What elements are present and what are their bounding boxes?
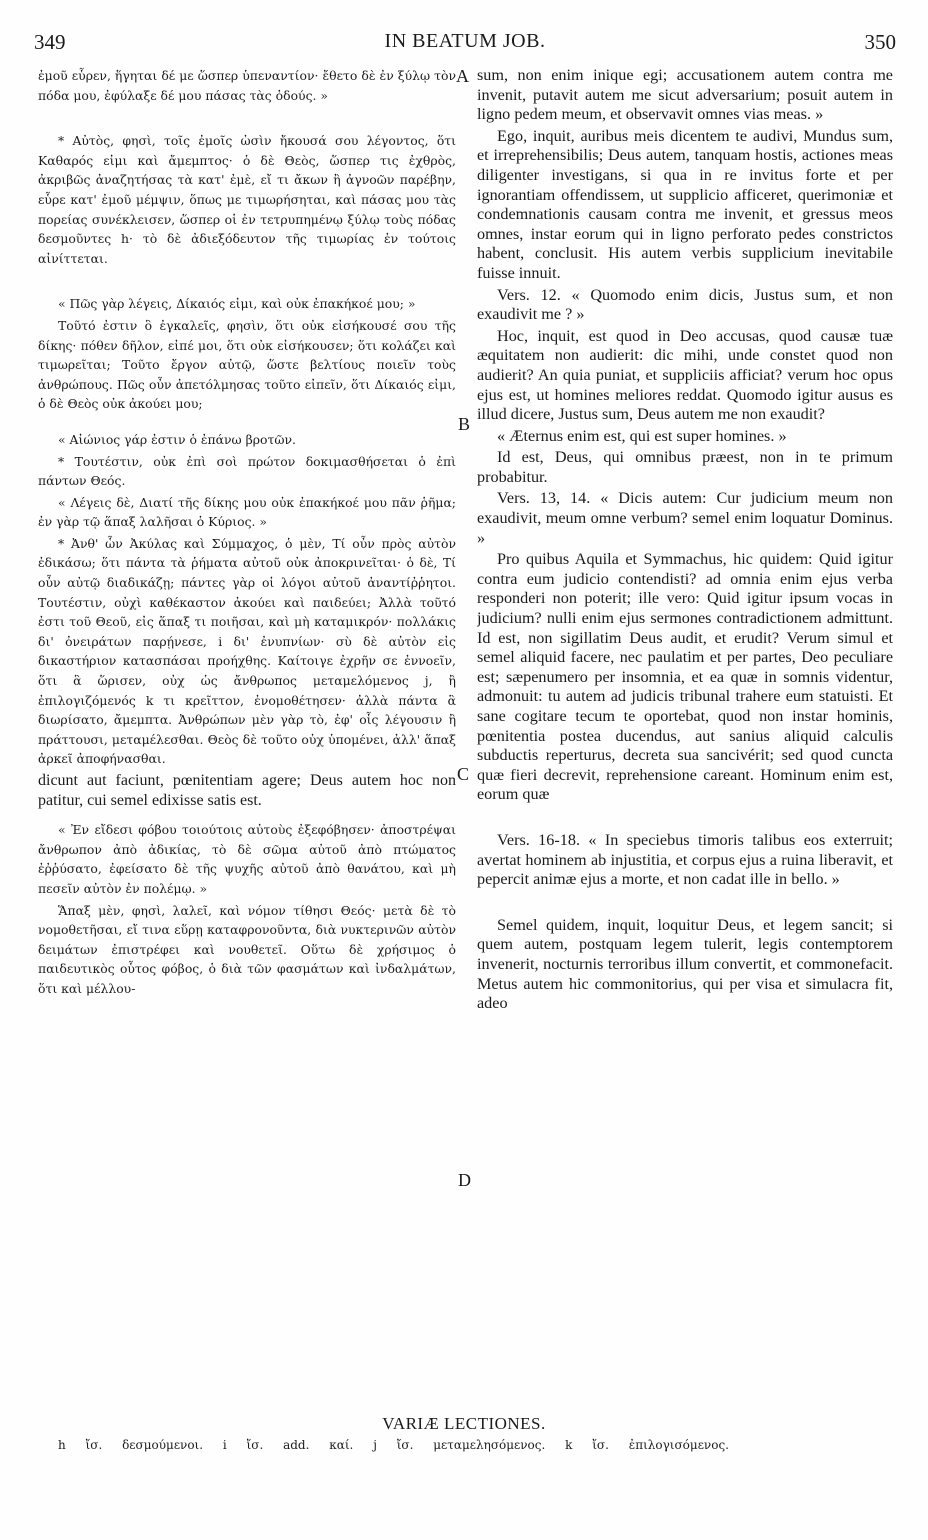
greek-paragraph: Τοῦτό ἐστιν ὃ ἐγκαλεῖς, φησὶν, ὅτι οὐκ εἰσήκουσέ σου τῆς δίκης· πόθεν δῆλον, εἰπέ μοι, ὅτι οὐκ εἰσήκουσεν; ὅτι κολάζει καὶ τιμωρεῖται; Τοῦτο ἔργον αὐτῷ, ὥστε βελτίους ποιεῖν τοὺς ἀνθρώπους. Πῶς οὖν ἀπετόλμησας τοῦτο εἰπεῖν, ὅτι Δίκαιός εἰμι, ὁ δὲ Θεὸς οὐκ ἀκούει μου; [38, 317, 456, 412]
greek-paragraph: * Ἀνθ' ὧν Ἀκύλας καὶ Σύμμαχος, ὁ μὲν, Τί οὖν πρὸς αὐτὸν ἐδικάσω; ὅτι πάντα τὰ ῥήματα αὐτοῦ οὐκ ἀποκρινεῖται· ὁ δὲ, Τί οὖν αὐτῷ διαδικάζῃ; πάντες γὰρ οἱ λόγοι αὐτοῦ ἀναντίῤῥητοι. Τουτέστιν, οὐχὶ καθέκαστον ἀκούει καὶ παιδεύει; Ἀλλὰ τοῦτό ἐστι τοῦ Θεοῦ, εἰς ἅπαξ τι ποιῆσαι, καὶ μὴ καταμικρόν· πολλάκις δι' ὀνειράτων παρῄνεσε, i δι' ἐνυπνίων· σὺ δὲ αὐτὸν εἰς δικαστήριον κατασπάσαι προήχθης. Καίτοιγε ἐχρῆν σε ἐννοεῖν, ὅτι ἃ ὥρισεν, οὐχ ὡς ἄνθρωπος μεταμελόμενος j, ἢ ἐπιλογιζόμενός k τι κρεῖττον, ἐνομοθέτησεν· ἀλλὰ πάντα ἃ διωρίσατο, ἄμεμπτα. Ἀνθρώπων μὲν γὰρ τὸ, ἐφ' οἷς λέγουσιν ἢ πράττουσι, μεταμέλεσθαι. Θεὸς δὲ τοῦτο οὐχ ὑπομένει, ἀλλ' ἅπαξ ἀρκεῖ ἀποφήνασθαι. [38, 535, 456, 767]
footnote-k: k ἴσ. ἐπιλογισόμενος. [565, 1438, 729, 1452]
page-header [34, 30, 896, 60]
latin-paragraph: Pro quibus Aquila et Symmachus, hic quidem: Quid igitur contra eum judicio contendisti? ad omnia enim ejus verba responderi non poterit; ille vero: Quid igitur ipsum vocas in judicium? nulli enim ejus sermones contradictionem admittunt. Id est, non sigillatim Deus audit, et erudit? Verum simul et semel aliquid facere, nec paulatim et per partes, Deo peculiare est; sæpenumero per insomnia, et ea quæ in somnis videntur, admonuit: tu autem ad judicis tribunal trahere eum statuisti. Et sane cogitare tecum te oportebat, quod non instar hominis, pœnitentia postea ducendus, aut sanius aliquid calculis subductis reperturus, decreta sua sancivérit; sed quod cuncta quæ fieri decrevit, reprehensione careant. Hominum enim est, eorum quæ [477, 550, 893, 804]
footnote-i: i ἴσ. add. καί. [222, 1438, 354, 1452]
latin-paragraph: Ego, inquit, auribus meis dicentem te audivi, Mundus sum, et irreprehensibilis; Deus autem, tanquam hostis, actiones meas diligenter investigans, si qua in re invitus forte et per ignorantiam offendissem, ut supplicio afficeret, querimoniæ et condemnationis causam contra me invenit, et gressus meos omnes, instar eorum qui in ligno perforato pedes constrictos habent, conclusit. His autem verbis supplicium inevitabile fuisse innuit. [477, 126, 893, 282]
greek-paragraph: * Τουτέστιν, οὐκ ἐπὶ σοὶ πρώτον δοκιμασθήσεται ὁ ἐπὶ πάντων Θεός. [38, 453, 456, 489]
greek-paragraph: * Αὐτὸς, φησὶ, τοῖς ἐμοῖς ὠσὶν ἤκουσά σου λέγοντος, ὅτι Καθαρός εἰμι καὶ ἄμεμπτος· ὁ δὲ Θεὸς, ὥσπερ τις ἐχθρὸς, ἀκριβῶς ἀναζητήσας τὰ κατ' ἐμὲ, εἴ τι ἄκων ἢ ἀγνοῶν παρέβην, εὗρε κατ' ἐμοῦ μέμψιν, ὅπως με τιμωρήσηται, καὶ πάσας μου τὰς πορείας συνέκλεισεν, ὥσπερ οἱ ἐν τετρυπημένῳ ξύλῳ τοὺς πόδας δεσμοῦντες h· τὸ δὲ ἀδιεξόδευτον τῆς τιμωρίας ἐν τούτοις αἰνίττεται. [38, 133, 456, 266]
latin-paragraph: Semel quidem, inquit, loquitur Deus, et legem sancit; si quem autem, postquam legem tulerit, legis contemptorem invenerit, nocturnis terroribus illum convertit, et commonefacit. Metus autem hic commonitorius, qui per visa et simulacra fit, adeo [477, 915, 893, 1013]
variae-lectiones-title: VARIÆ LECTIONES. [382, 1414, 546, 1433]
latin-column [477, 66, 893, 1406]
page-number-left: 349 [34, 30, 66, 54]
section-marker-a: A [456, 66, 469, 86]
greek-column [38, 66, 456, 1406]
greek-paragraph: « Πῶς γὰρ λέγεις, Δίκαιός εἰμι, καὶ οὐκ ἐπακήκοέ μου; » [58, 296, 416, 312]
latin-paragraph: sum, non enim inique egi; accusationem autem contra me invenit, putavit autem me sicut adversarium; posuit autem in ligno pedem meum, et observavit omnes vias meas. » [477, 66, 893, 124]
greek-paragraph: « Λέγεις δὲ, Διατί τῆς δίκης μου οὐκ ἐπακήκοέ μου πᾶν ῥῆμα; ἐν γὰρ τῷ ἅπαξ λαλῆσαι ὁ Κύριος. » [38, 494, 456, 530]
greek-paragraph: Ἅπαξ μὲν, φησὶ, λαλεῖ, καὶ νόμον τίθησι Θεός· μετὰ δὲ τὸ νομοθετῆσαι, εἴ τινα εὕρῃ καταφρονοῦντα, διὰ νυκτερινῶν αὐτὸν δειμάτων ἐπιστρέφει καὶ νουθετεῖ. Οὕτω δὲ χρήσιμος ὁ παιδευτικὸς οὗτος φόβος, ὁ διὰ τῶν φασμάτων καὶ ἰνδαλμάτων, ὅτι καὶ μέλλου- [38, 902, 456, 996]
variae-lectiones-notes [58, 1438, 898, 1452]
latin-paragraph: Vers. 16-18. « In speciebus timoris talibus eos exterruit; avertat hominem ab injustitia, et corpus ejus a ruina liberavit, et pepercit animæ ejus a morte, et non cadat ille in bello. » [477, 830, 893, 889]
latin-paragraph: Hoc, inquit, est quod in Deo accusas, quod causæ tuæ æquitatem non audierit: dic mihi, unde constet quod non audierit? An quia puniat, et suppliciis afficiat? verum hoc opus ejus est, ut homines meliores reddat. Quomodo igitur ausus es illud dicere, Justus sum, Deus autem me non exaudit? [477, 326, 893, 424]
section-marker-d: D [458, 1170, 471, 1190]
latin-paragraph: Id est, Deus, qui omnibus præest, non in te primum probabitur. [477, 448, 893, 486]
section-marker-c: C [457, 764, 470, 784]
footnote-h: h ἴσ. δεσμούμενοι. [58, 1438, 204, 1452]
latin-paragraph: Vers. 12. « Quomodo enim dicis, Justus sum, et non exaudivit me ? » [477, 285, 893, 324]
section-marker-b: B [458, 414, 471, 434]
greek-paragraph: « Ἐν εἴδεσι φόβου τοιούτοις αὐτοὺς ἐξεφόβησεν· ἀποστρέψαι ἄνθρωπον ἀπὸ ἀδικίας, τὸ δὲ σῶμα αὐτοῦ ἀπὸ πτώματος ἐῤῥύσατο, ἐφείσατο δὲ τῆς ψυχῆς αὐτοῦ ἀπὸ θανάτου, καὶ μὴ πεσεῖν αὐτὸν ἐν πολέμῳ. » [38, 822, 456, 896]
greek-paragraph: ἐμοῦ εὗρεν, ἥγηται δέ με ὥσπερ ὑπεναντίον· ἔθετο δὲ ἐν ξύλῳ τὸν πόδα μου, ἐφύλαξε δέ μου πάσας τὰς ὁδούς. » [38, 68, 456, 103]
latin-continuation: dicunt aut faciunt, pœnitentiam agere; Deus autem hoc non patitur, cui semel edixisse satis est. [38, 772, 456, 809]
page-number-right: 350 [864, 30, 896, 54]
greek-paragraph: « Αἰώνιος γάρ ἐστιν ὁ ἐπάνω βροτῶν. [58, 431, 296, 447]
latin-paragraph: « Æternus enim est, qui est super homines. » [497, 426, 787, 445]
running-title: IN BEATUM JOB. [384, 30, 546, 52]
latin-paragraph: Vers. 13, 14. « Dicis autem: Cur judicium meum non exaudivit, meum omne verbum? semel enim loquatur Dominus. » [477, 489, 893, 547]
footnote-j: j ἴσ. μεταμελησόμενος. [373, 1438, 546, 1452]
